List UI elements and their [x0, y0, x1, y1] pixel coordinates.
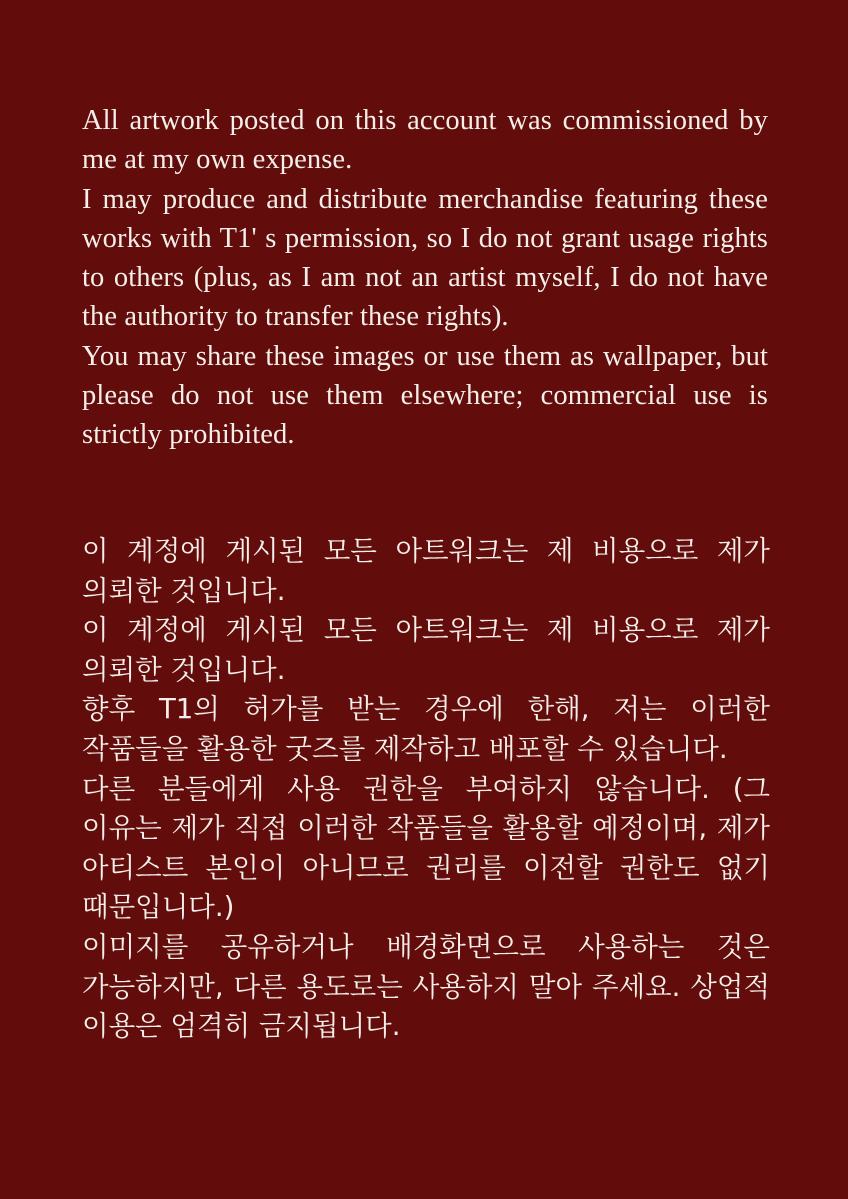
korean-paragraph-commission: 이 계정에 게시된 모든 아트워크는 제 비용으로 제가 의뢰한 것입니다. — [82, 535, 770, 607]
korean-paragraph-usage: 이미지를 공유하거나 배경화면으로 사용하는 것은 가능하지만, 다른 용도로는 사용하지 말아 주세요. 상업적 이용은 엄격히 금지됩니다. — [82, 930, 770, 1043]
korean-notice — [82, 532, 770, 1047]
korean-paragraph-commission-repeat: 이 계정에 게시된 모든 아트워크는 제 비용으로 제가 의뢰한 것입니다. — [82, 614, 770, 686]
english-paragraph-usage: You may share these images or use them as wallpaper, but please do not use them elsewhere; commercial use is strictly prohibited. — [82, 340, 768, 451]
english-paragraph-merchandise: I may produce and distribute merchandise featuring these works with T1' s permission, so I do not grant usage rights to others (plus, as I am not an artist myself, I do not have the authority to transfer these rights). — [82, 183, 768, 333]
english-notice — [82, 101, 768, 455]
english-paragraph-commission: All artwork posted on this account was commissioned by me at my own expense. — [82, 105, 768, 176]
korean-paragraph-merchandise: 향후 T1의 허가를 받는 경우에 한해, 저는 이러한 작품들을 활용한 굿즈를 제작하고 배포할 수 있습니다. — [82, 693, 770, 765]
korean-paragraph-rights: 다른 분들에게 사용 권한을 부여하지 않습니다. (그 이유는 제가 직접 이러한 작품들을 활용할 예정이며, 제가 아티스트 본인이 아니므로 권리를 이전할 권한도 없기 때문입니다.) — [82, 772, 770, 924]
